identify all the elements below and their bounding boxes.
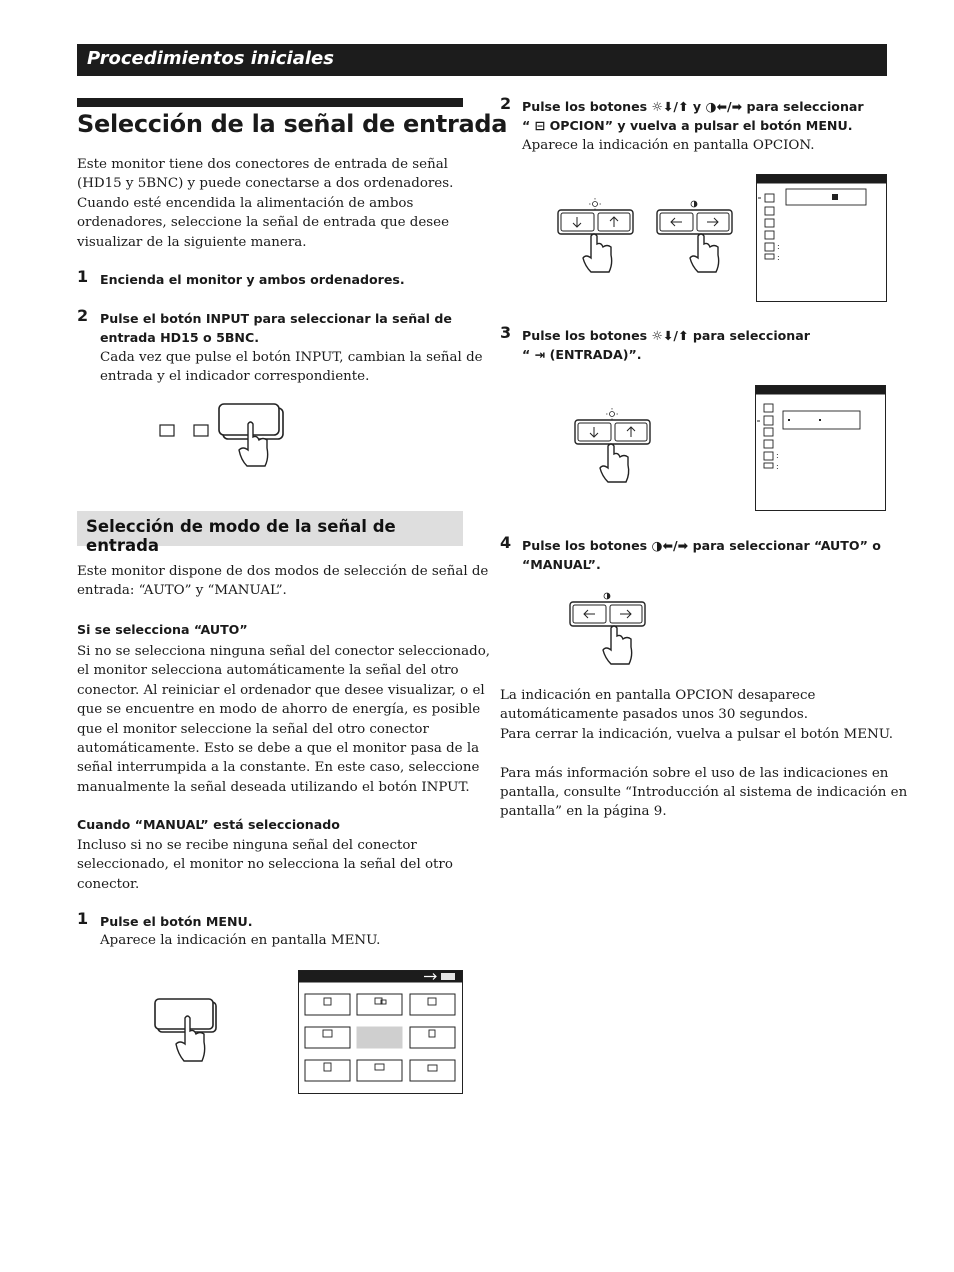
text-line: Para cerrar la indicación, vuelva a pulsar el botón MENU. — [500, 726, 894, 742]
menu-tile — [357, 1060, 402, 1081]
hd15-indicator — [160, 425, 174, 436]
step-2-right-block — [522, 97, 864, 155]
pointing-hand-icon — [600, 444, 629, 482]
step-3-block — [522, 326, 810, 365]
step-1-instruction: Encienda el monitor y ambos ordenadores. — [100, 272, 405, 287]
text-line: Para más información sobre el uso de las indicaciones en — [500, 765, 889, 781]
text-line: Este monitor dispone de dos modos de selección de señal de — [77, 564, 489, 579]
step-instruction: “ ⇥ (ENTRADA)”. — [522, 347, 642, 363]
menu-tile — [357, 994, 402, 1015]
section-title: Procedimientos iniciales — [87, 48, 334, 69]
menu-step-note: Aparece la indicación en pantalla MENU. — [100, 933, 381, 949]
svg-text::: : — [776, 451, 779, 460]
text-line: señal interrumpida a la constante. En este caso, seleccione — [77, 760, 480, 776]
brightness-buttons — [558, 198, 633, 272]
text-line — [500, 744, 907, 763]
text-line: que se encuentre en modo de ahorro de energía, es posible — [77, 702, 481, 718]
osd-value-box — [786, 189, 866, 205]
page-title: Selección de la señal de entrada — [77, 110, 508, 138]
input-button-illustration — [155, 400, 295, 472]
pointing-hand-icon — [583, 234, 612, 272]
adjust-buttons-illustration — [555, 196, 745, 276]
text-line: entrada: “AUTO” y “MANUAL”. — [77, 583, 287, 599]
text-line: (HD15 y 5BNC) y puede conectarse a dos ordenadores. — [77, 176, 454, 192]
step-number: 1 — [77, 267, 89, 286]
option-osd-screen — [755, 385, 886, 511]
svg-text::: : — [777, 242, 780, 251]
step-instruction: Pulse los botones ◑⬅/➡ para seleccionar “AUTO” o — [522, 538, 881, 553]
step-number: 4 — [500, 533, 512, 552]
text-line: el monitor selecciona automáticamente la señal del otro — [77, 663, 459, 679]
step-2-block — [100, 309, 483, 387]
step-2-note: entrada y el indicador correspondiente. — [100, 369, 370, 385]
svg-text::: : — [777, 253, 780, 262]
sun-icon — [610, 412, 615, 417]
section-banner — [77, 44, 887, 76]
text-line: La indicación en pantalla OPCION desaparece — [500, 688, 816, 703]
text-line: que el monitor seleccione la señal del otro conector — [77, 721, 429, 737]
step-instruction: “ ⊟ OPCION” y vuelva a pulsar el botón MENU. — [522, 118, 853, 134]
menu-tile-selected — [357, 1027, 402, 1048]
step-instruction: Pulse los botones ☼⬇/⬆ para seleccionar — [522, 328, 810, 343]
subsection-heading — [77, 511, 463, 555]
option-tile — [410, 1060, 455, 1081]
step-2-instruction: Pulse el botón INPUT para seleccionar la señal de — [100, 311, 452, 326]
step-number: 1 — [77, 909, 89, 928]
step-number: 2 — [500, 94, 512, 113]
text-line: Cuando esté encendida la alimentación de ambos — [77, 195, 414, 211]
text-line: Incluso si no se recibe ninguna señal del conector — [77, 838, 417, 853]
text-line: ordenadores, seleccione la señal de entrada que desee — [77, 215, 450, 231]
step-instruction: Pulse los botones ☼⬇/⬆ y ◑⬅/➡ para seleccionar — [522, 99, 864, 114]
contrast-buttons-illustration — [567, 588, 657, 668]
step-number: 3 — [500, 323, 512, 342]
step-instruction: “MANUAL”. — [522, 557, 601, 573]
pointing-hand-icon — [603, 626, 632, 664]
text-line: visualizar de la siguiente manera. — [77, 234, 307, 250]
text-line: conector. — [77, 876, 140, 892]
option-osd-screen — [756, 174, 887, 302]
menu-tile — [305, 994, 350, 1015]
text-line: conector. Al reiniciar el ordenador que desee visualizar, o el — [77, 682, 485, 698]
bnc-indicator — [194, 425, 208, 436]
step-note: Aparece la indicación en pantalla OPCION. — [522, 137, 815, 153]
closing-paragraph — [500, 686, 907, 822]
text-line: pantalla, consulte “Introducción al sistema de indicación en — [500, 785, 908, 801]
text-line: pantalla” en la página 9. — [500, 804, 667, 820]
menu-osd-screen — [298, 970, 463, 1095]
text-line: automáticamente pasados unos 30 segundos. — [500, 707, 808, 723]
intro-paragraph — [77, 155, 453, 252]
step-2-instruction: entrada HD15 o 5BNC. — [100, 330, 260, 346]
text-line: Este monitor tiene dos conectores de entrada de señal — [77, 157, 448, 172]
auto-paragraph — [77, 642, 490, 797]
brightness-buttons-illustration — [572, 406, 662, 486]
text-line: seleccionado, el monitor no selecciona la señal del otro — [77, 857, 453, 873]
text-line: Si no se selecciona ninguna señal del conector seleccionado, — [77, 644, 491, 659]
mode-intro — [77, 562, 488, 601]
auto-heading: Si se selecciona “AUTO” — [77, 622, 248, 637]
menu-button-illustration — [152, 996, 222, 1068]
text-line: automáticamente. Esto se debe a que el monitor pasa de la — [77, 741, 480, 757]
subsection-title: Selección de modo de la señal de entrada — [86, 517, 396, 555]
contrast-buttons — [657, 201, 732, 272]
step-4-block — [522, 536, 881, 575]
sun-icon — [593, 202, 598, 207]
menu-step-instruction: Pulse el botón MENU. — [100, 914, 253, 929]
manual-heading: Cuando “MANUAL” está seleccionado — [77, 817, 340, 832]
menu-step-block — [100, 912, 380, 951]
pointing-hand-icon — [690, 234, 719, 272]
step-2-note: Cada vez que pulse el botón INPUT, cambian la señal de — [100, 349, 483, 365]
menu-tile — [410, 994, 455, 1015]
step-number: 2 — [77, 306, 89, 325]
title-rule — [77, 98, 463, 107]
osd-value-box — [783, 411, 860, 429]
manual-paragraph — [77, 836, 453, 894]
text-line: manualmente la señal deseada utilizando el botón INPUT. — [77, 779, 470, 795]
svg-text::: : — [776, 462, 779, 471]
